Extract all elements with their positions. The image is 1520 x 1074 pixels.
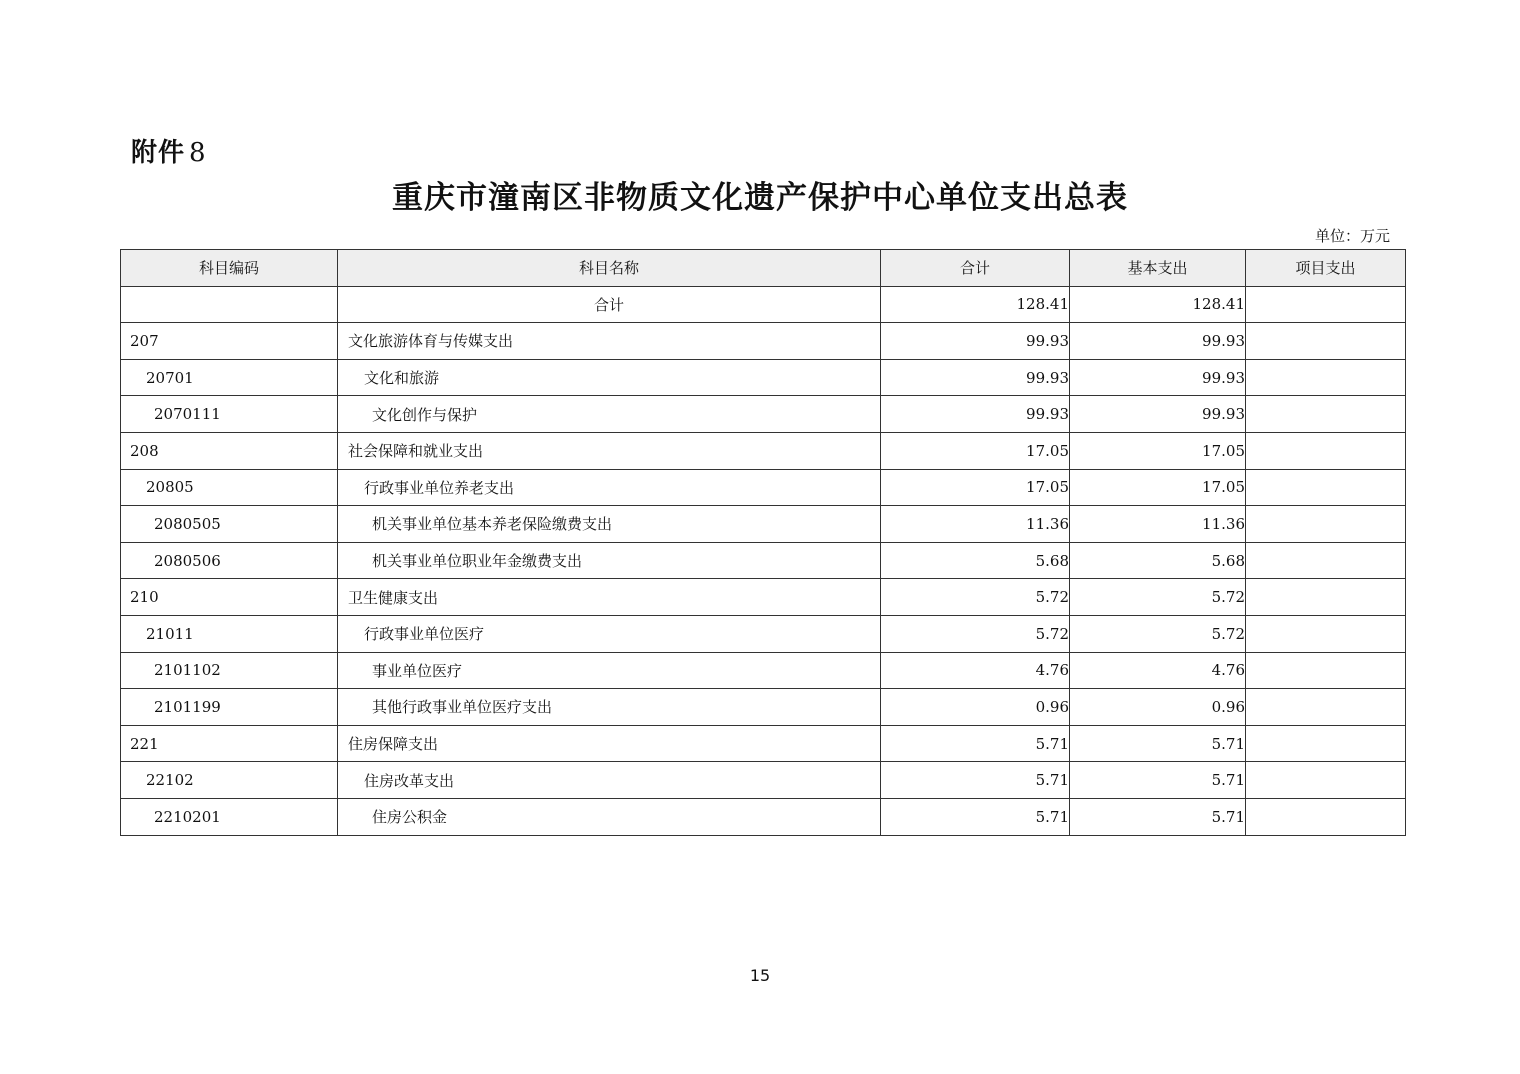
table-row bbox=[121, 323, 1406, 360]
row-code: 2101102 bbox=[121, 652, 338, 689]
row-code: 20805 bbox=[121, 469, 338, 506]
header-basic: 基本支出 bbox=[1070, 250, 1246, 287]
table-row bbox=[121, 542, 1406, 579]
row-code: 2080505 bbox=[121, 506, 338, 543]
header-project: 项目支出 bbox=[1246, 250, 1406, 287]
row-project bbox=[1246, 506, 1406, 543]
row-name: 其他行政事业单位医疗支出 bbox=[338, 689, 881, 726]
attachment-label bbox=[131, 132, 207, 169]
row-total: 0.96 bbox=[881, 689, 1070, 726]
row-basic: 17.05 bbox=[1070, 432, 1246, 469]
row-basic: 5.71 bbox=[1070, 762, 1246, 799]
row-project bbox=[1246, 432, 1406, 469]
table-row bbox=[121, 762, 1406, 799]
row-code: 2210201 bbox=[121, 798, 338, 835]
row-code: 20701 bbox=[121, 359, 338, 396]
row-project bbox=[1246, 579, 1406, 616]
table-row bbox=[121, 798, 1406, 835]
row-name: 文化创作与保护 bbox=[338, 396, 881, 433]
row-basic: 5.72 bbox=[1070, 615, 1246, 652]
row-code: 2080506 bbox=[121, 542, 338, 579]
summary-project bbox=[1246, 286, 1406, 323]
expenditure-table bbox=[120, 249, 1406, 836]
row-project bbox=[1246, 469, 1406, 506]
row-basic: 17.05 bbox=[1070, 469, 1246, 506]
table-row bbox=[121, 652, 1406, 689]
row-name: 住房公积金 bbox=[338, 798, 881, 835]
row-total: 5.71 bbox=[881, 798, 1070, 835]
row-total: 99.93 bbox=[881, 323, 1070, 360]
row-basic: 99.93 bbox=[1070, 359, 1246, 396]
table-row bbox=[121, 579, 1406, 616]
table-row bbox=[121, 506, 1406, 543]
summary-total: 128.41 bbox=[881, 286, 1070, 323]
row-code: 2070111 bbox=[121, 396, 338, 433]
row-total: 5.72 bbox=[881, 579, 1070, 616]
page-number: 15 bbox=[749, 966, 771, 985]
row-basic: 5.71 bbox=[1070, 798, 1246, 835]
row-name: 卫生健康支出 bbox=[338, 579, 881, 616]
summary-label: 合计 bbox=[338, 286, 881, 323]
row-project bbox=[1246, 798, 1406, 835]
row-name: 机关事业单位职业年金缴费支出 bbox=[338, 542, 881, 579]
row-name: 社会保障和就业支出 bbox=[338, 432, 881, 469]
table-row bbox=[121, 359, 1406, 396]
table-row bbox=[121, 689, 1406, 726]
row-code: 22102 bbox=[121, 762, 338, 799]
row-total: 99.93 bbox=[881, 396, 1070, 433]
table-header-row bbox=[121, 250, 1406, 287]
row-total: 5.68 bbox=[881, 542, 1070, 579]
row-basic: 5.68 bbox=[1070, 542, 1246, 579]
table-row bbox=[121, 396, 1406, 433]
row-total: 11.36 bbox=[881, 506, 1070, 543]
table-row bbox=[121, 432, 1406, 469]
row-project bbox=[1246, 359, 1406, 396]
row-basic: 5.71 bbox=[1070, 725, 1246, 762]
row-project bbox=[1246, 762, 1406, 799]
attachment-number: 8 bbox=[189, 138, 207, 168]
row-code: 210 bbox=[121, 579, 338, 616]
summary-row bbox=[121, 286, 1406, 323]
row-name: 住房保障支出 bbox=[338, 725, 881, 762]
row-basic: 11.36 bbox=[1070, 506, 1246, 543]
row-name: 文化旅游体育与传媒支出 bbox=[338, 323, 881, 360]
row-code: 208 bbox=[121, 432, 338, 469]
row-basic: 99.93 bbox=[1070, 323, 1246, 360]
row-project bbox=[1246, 323, 1406, 360]
table-row bbox=[121, 725, 1406, 762]
table-row bbox=[121, 469, 1406, 506]
row-code: 21011 bbox=[121, 615, 338, 652]
row-total: 5.71 bbox=[881, 725, 1070, 762]
row-basic: 5.72 bbox=[1070, 579, 1246, 616]
row-name: 住房改革支出 bbox=[338, 762, 881, 799]
header-total: 合计 bbox=[881, 250, 1070, 287]
row-name: 文化和旅游 bbox=[338, 359, 881, 396]
row-project bbox=[1246, 396, 1406, 433]
unit-label: 单位：万元 bbox=[1314, 227, 1390, 245]
row-code: 221 bbox=[121, 725, 338, 762]
row-total: 5.71 bbox=[881, 762, 1070, 799]
row-total: 5.72 bbox=[881, 615, 1070, 652]
row-basic: 0.96 bbox=[1070, 689, 1246, 726]
row-project bbox=[1246, 652, 1406, 689]
summary-basic: 128.41 bbox=[1070, 286, 1246, 323]
row-project bbox=[1246, 725, 1406, 762]
row-basic: 4.76 bbox=[1070, 652, 1246, 689]
header-name: 科目名称 bbox=[338, 250, 881, 287]
page-title: 重庆市潼南区非物质文化遗产保护中心单位支出总表 bbox=[392, 180, 1128, 216]
row-total: 99.93 bbox=[881, 359, 1070, 396]
row-name: 机关事业单位基本养老保险缴费支出 bbox=[338, 506, 881, 543]
row-total: 17.05 bbox=[881, 432, 1070, 469]
summary-code bbox=[121, 286, 338, 323]
row-project bbox=[1246, 615, 1406, 652]
row-name: 行政事业单位医疗 bbox=[338, 615, 881, 652]
row-total: 4.76 bbox=[881, 652, 1070, 689]
table-row bbox=[121, 615, 1406, 652]
header-code: 科目编码 bbox=[121, 250, 338, 287]
row-project bbox=[1246, 542, 1406, 579]
row-name: 事业单位医疗 bbox=[338, 652, 881, 689]
row-code: 2101199 bbox=[121, 689, 338, 726]
row-total: 17.05 bbox=[881, 469, 1070, 506]
attachment-text: 附件 bbox=[131, 138, 186, 168]
row-name: 行政事业单位养老支出 bbox=[338, 469, 881, 506]
row-project bbox=[1246, 689, 1406, 726]
row-basic: 99.93 bbox=[1070, 396, 1246, 433]
row-code: 207 bbox=[121, 323, 338, 360]
